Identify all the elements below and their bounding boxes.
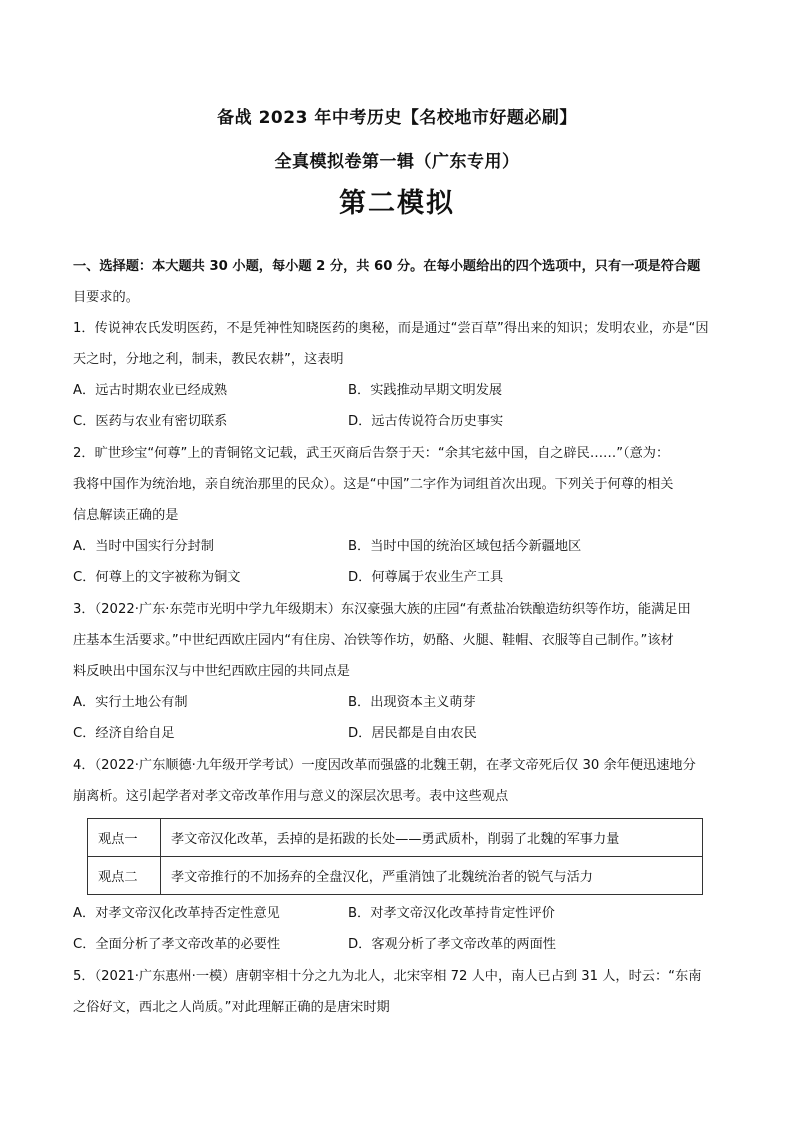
question-4-option-b[interactable]: B．对孝文帝汉化改革持肯定性评价: [348, 906, 555, 921]
viewpoint-2-text: 孝文帝推行的不加扬弃的全盘汉化，严重消蚀了北魏统治者的锐气与活力: [161, 857, 703, 895]
section-instruction-line-2: 目要求的。: [73, 290, 139, 305]
question-3-option-c[interactable]: C．经济自给自足: [73, 726, 175, 741]
question-4-option-d[interactable]: D．客观分析了孝文帝改革的两面性: [348, 937, 556, 952]
viewpoint-2-label: 观点二: [88, 857, 161, 895]
question-5-line-2: 之俗好文，西北之人尚质。”对此理解正确的是唐宋时期: [73, 1000, 390, 1015]
question-3-line-2: 庄基本生活要求。”中世纪西欧庄园内“有住房、冶铁等作坊，奶酪、火腿、鞋帽、衣服等自己制作。”该材: [73, 633, 674, 648]
question-1-option-d[interactable]: D．远古传说符合历史事实: [348, 414, 504, 429]
question-3-option-b[interactable]: B．出现资本主义萌芽: [348, 695, 476, 710]
question-1-line-1: 1．传说神农氏发明医药，不是凭神性知晓医药的奥秘，而是通过“尝百草”得出来的知识；发明农业，亦是“因: [73, 321, 709, 336]
question-2-option-b[interactable]: B．当时中国的统治区域包括今新疆地区: [348, 539, 582, 554]
question-3-option-a[interactable]: A．实行土地公有制: [73, 695, 188, 710]
question-2-line-3: 信息解读正确的是: [73, 508, 179, 523]
exam-title: 备战 2023 年中考历史【名校地市好题必刷】: [217, 108, 577, 128]
viewpoints-table: [87, 818, 703, 895]
question-4-option-c[interactable]: C．全面分析了孝文帝改革的必要性: [73, 937, 281, 952]
question-4-line-1: 4．（2022·广东顺德·九年级开学考试）一度因改革而强盛的北魏王朝，在孝文帝死后仅 30 余年便迅速地分: [73, 758, 696, 773]
exam-heading: 第二模拟: [339, 188, 455, 219]
question-3-line-1: 3．（2022·广东·东莞市光明中学九年级期末）东汉豪强大族的庄园“有煮盐冶铁酿造纺织等作坊，能满足田: [73, 602, 691, 617]
question-2-line-2: 我将中国作为统治地，亲自统治那里的民众）。这是“中国”二字作为词组首次出现。下列关于何尊的相关: [73, 477, 674, 492]
section-instruction-line-1: 一、选择题：本大题共 30 小题，每小题 2 分，共 60 分。在每小题给出的四个选项中，只有一项是符合题: [73, 259, 701, 274]
table-row: [88, 857, 703, 895]
viewpoint-1-label: 观点一: [88, 819, 161, 857]
question-4-line-2: 崩离析。这引起学者对孝文帝改革作用与意义的深层次思考。表中这些观点: [73, 789, 509, 804]
question-5-line-1: 5．（2021·广东惠州·一模）唐朝宰相十分之九为北人，北宋宰相 72 人中，南人已占到 31 人，时云：“东南: [73, 969, 702, 984]
question-3-line-3: 料反映出中国东汉与中世纪西欧庄园的共同点是: [73, 664, 350, 679]
table-row: [88, 819, 703, 857]
question-1-option-a[interactable]: A．远古时期农业已经成熟: [73, 383, 228, 398]
question-2-line-1: 2．旷世珍宝“何尊”上的青铜铭文记载，武王灭商后告祭于天：“余其宅兹中国，自之辟民……”（意为：: [73, 446, 670, 461]
question-1-option-c[interactable]: C．医药与农业有密切联系: [73, 414, 228, 429]
exam-subtitle: 全真模拟卷第一辑（广东专用）: [274, 152, 520, 172]
question-2-option-c[interactable]: C．何尊上的文字被称为铜文: [73, 570, 241, 585]
question-4-option-a[interactable]: A．对孝文帝汉化改革持否定性意见: [73, 906, 280, 921]
question-2-option-a[interactable]: A．当时中国实行分封制: [73, 539, 214, 554]
question-1-option-b[interactable]: B．实践推动早期文明发展: [348, 383, 503, 398]
question-1-line-2: 天之时，分地之利，制耒，教民农耕”，这表明: [73, 352, 344, 367]
viewpoint-1-text: 孝文帝汉化改革，丢掉的是拓跋的长处——勇武质朴，削弱了北魏的军事力量: [161, 819, 703, 857]
question-2-option-d[interactable]: D．何尊属于农业生产工具: [348, 570, 504, 585]
question-3-option-d[interactable]: D．居民都是自由农民: [348, 726, 477, 741]
